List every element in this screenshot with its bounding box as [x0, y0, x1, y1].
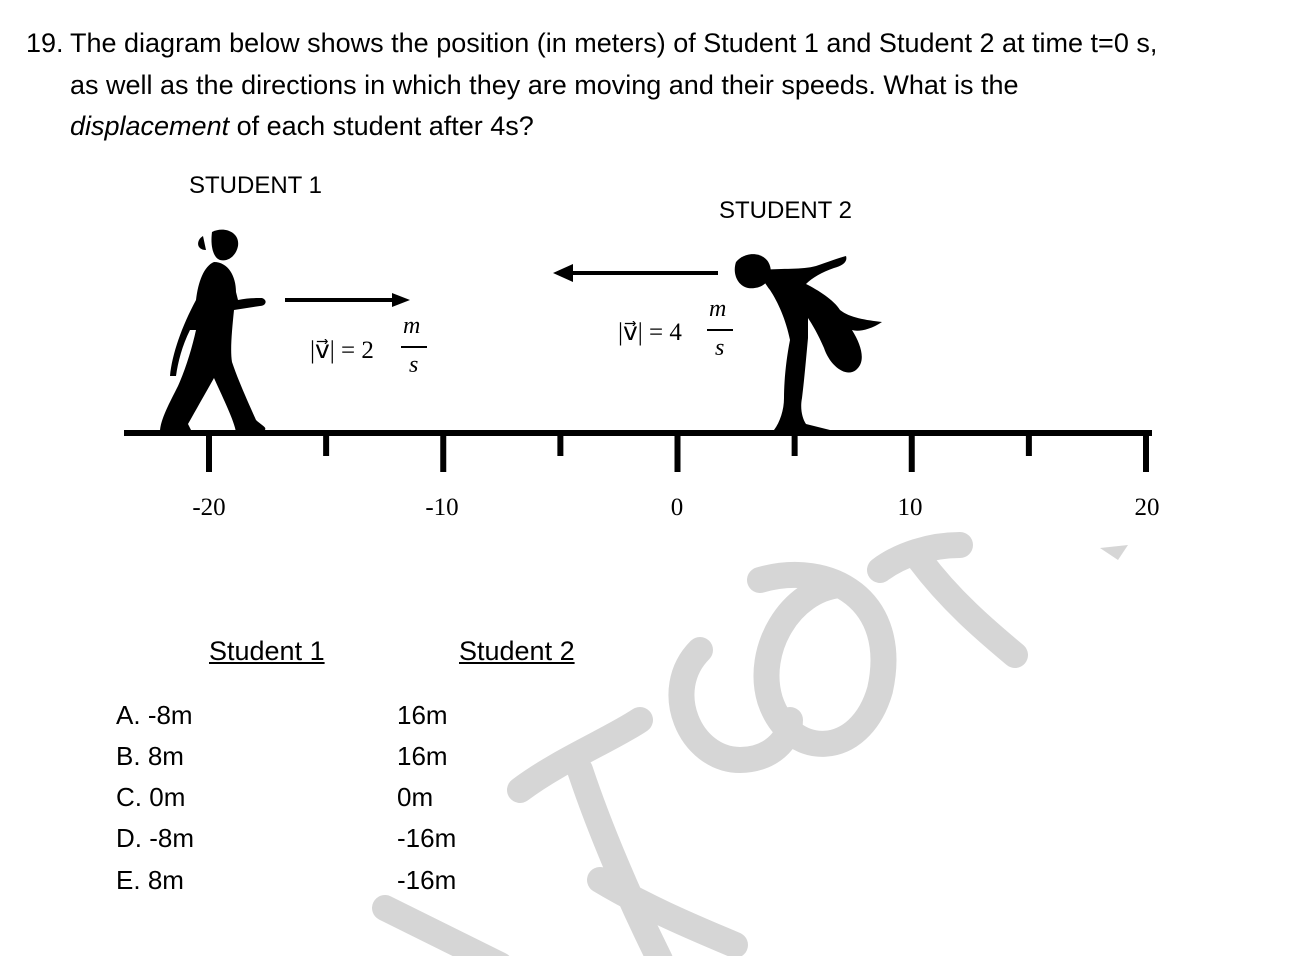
velocity1-fraction-bar — [401, 346, 427, 348]
velocity1-expression: |v⃗| = 2 — [310, 337, 374, 364]
axis-label-0: 0 — [670, 494, 684, 521]
velocity1-unit-num: m — [403, 313, 421, 339]
column-header-student2: Student 2 — [459, 636, 575, 666]
emphasis-displacement: displacement — [70, 111, 230, 141]
option-a-student2: 16m — [397, 700, 448, 730]
option-c-student1: 0m — [149, 782, 186, 812]
velocity2-unit-den: s — [715, 335, 725, 361]
question-number: 19. — [26, 28, 64, 58]
option-letter: B. — [116, 741, 141, 771]
option-a[interactable] — [116, 700, 193, 731]
velocity2-fraction-bar — [707, 329, 733, 331]
option-b-student2: 16m — [397, 741, 448, 771]
question-line-2: as well as the directions in which they are moving and their speeds. What is the — [70, 70, 1019, 100]
velocity1-unit-den: s — [409, 352, 419, 378]
option-c[interactable] — [116, 782, 185, 813]
watermark — [385, 545, 1015, 956]
option-d-student2: -16m — [397, 823, 457, 853]
option-letter: E. — [116, 865, 141, 895]
option-d-student1: -8m — [149, 823, 195, 853]
option-b-student1: 8m — [147, 741, 184, 771]
axis-label-minus10: -10 — [425, 494, 459, 521]
student1-label: STUDENT 1 — [189, 172, 322, 199]
axis-label-20: 20 — [1134, 494, 1160, 521]
option-d[interactable] — [116, 823, 194, 854]
column-header-student1: Student 1 — [209, 636, 325, 666]
option-letter: D. — [116, 823, 142, 853]
velocity2-unit-num: m — [709, 296, 727, 322]
axis-label-10: 10 — [897, 494, 923, 521]
student2-label: STUDENT 2 — [719, 197, 852, 224]
axis-ticks — [209, 433, 1146, 472]
velocity-arrow-left — [553, 264, 718, 282]
student1-silhouette — [160, 230, 266, 432]
option-e-student1: 8m — [147, 865, 184, 895]
velocity-arrow-right — [285, 293, 410, 307]
watermark-fragment — [1100, 545, 1128, 560]
option-letter: C. — [116, 782, 142, 812]
axis-label-minus20: -20 — [192, 494, 226, 521]
question-line-3 — [70, 111, 534, 142]
option-b[interactable] — [116, 741, 184, 772]
option-letter: A. — [116, 700, 141, 730]
option-e-student2: -16m — [397, 865, 457, 895]
velocity2-expression: |v⃗| = 4 — [618, 319, 682, 346]
question-line-3-rest: of each student after 4s? — [229, 111, 534, 141]
option-c-student2: 0m — [397, 782, 434, 812]
question-line-1: The diagram below shows the position (in meters) of Student 1 and Student 2 at time t=0 s, — [70, 28, 1158, 58]
option-a-student1: -8m — [147, 700, 193, 730]
option-e[interactable] — [116, 865, 184, 896]
student2-silhouette — [735, 254, 882, 430]
